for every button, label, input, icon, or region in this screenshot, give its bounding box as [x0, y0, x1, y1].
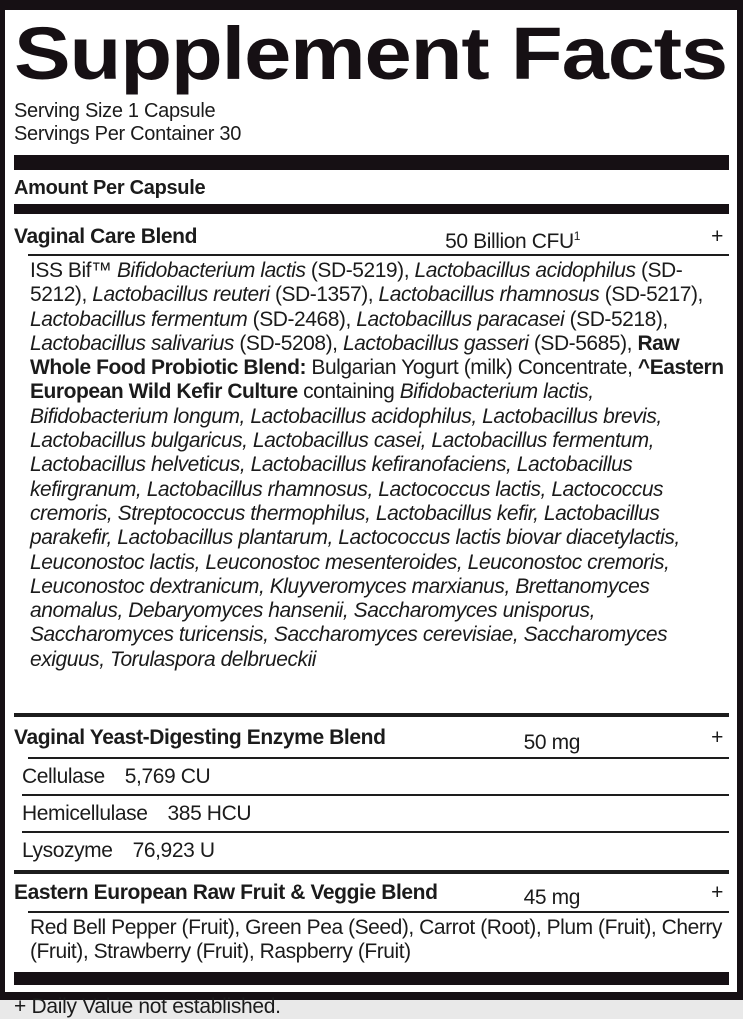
blend-amount-value: 50 mg [523, 731, 580, 754]
enzyme-row-lysozyme [14, 833, 729, 868]
blend-amount-value: 50 Billion CFU [445, 230, 574, 253]
daily-value-plus: + [711, 881, 723, 904]
amount-per-capsule-header: Amount Per Capsule [14, 177, 206, 199]
enzyme-name: Lysozyme [22, 839, 113, 862]
probiotic-blend-ingredients: ISS Bif™ Bifidobacterium lactis (SD-5219), Lactobacillus acidophilus (SD-5212), Lactobacillus reuteri (SD-1357), Lactobacillus rhamnosus (SD-5217), Lactobacillus fermentum (SD-2468), Lactobacillus paracasei (SD-5218), Lactobacillus salivarius (SD-5208), Lactobacillus gasseri (SD-5685), Raw Whole Food Probiotic Blend: Bulgarian Yogurt (milk) Concentrate, ^Eastern European Wild Kefir Culture containing Bifidobacterium lactis, Bifidobacterium longum, Lactobacillus acidophilus, Lactobacillus brevis, Lactobacillus bulgaricus, Lactobacillus casei, Lactobacillus fermentum, Lactobacillus helveticus, Lactobacillus kefiranofaciens, Lactobacillus kefirgranum, Lactobacillus rhamnosus, Lactococcus lactis, Lactococcus cremoris, Streptococcus thermophilus, Lactobacillus kefir, Lactobacillus parakefir, Lactobacillus plantarum, Lactococcus lactis biovar diacetylactis, Leuconostoc lactis, Leuconostoc mesenteroides, Leuconostoc cremoris, Leuconostoc dextranicum, Kluyveromyces marxianus, Brettanomyces anomalus, Debaryomyces hansenii, Saccharomyces unisporus, Saccharomyces turicensis, Saccharomyces cerevisiae, Saccharomyces exiguus, Torulaspora delbrueckii [30, 259, 724, 671]
servings-per-container: Servings Per Container 30 [14, 123, 242, 145]
enzyme-name: Cellulase [22, 765, 105, 788]
enzyme-amount: 5,769 CU [124, 765, 211, 788]
daily-value-plus: + [711, 726, 723, 749]
blend-row-enzyme [14, 717, 729, 755]
serving-size: Serving Size 1 Capsule [14, 100, 216, 122]
blend-amount-value: 45 mg [523, 886, 580, 909]
blend-name: Eastern European Raw Fruit & Veggie Blend [14, 881, 438, 904]
blend-row-vaginal-care [14, 221, 729, 252]
enzyme-amount: 76,923 U [132, 839, 215, 862]
blend-amount [330, 880, 580, 910]
medium-divider-bar [14, 204, 729, 214]
thin-rule [28, 254, 729, 256]
daily-value-plus: + [711, 225, 723, 248]
blend-name: Vaginal Yeast-Digesting Enzyme Blend [14, 726, 386, 749]
blend-amount [330, 725, 580, 755]
footnote-daily-value: + Daily Value not established. [14, 995, 281, 1018]
page-title: Supplement Facts [14, 12, 727, 95]
blend-name: Vaginal Care Blend [14, 225, 198, 248]
fruit-veggie-ingredients: Red Bell Pepper (Fruit), Green Pea (Seed), Carrot (Root), Plum (Fruit), Cherry (Fruit), Strawberry (Fruit), Raspberry (Fruit) [30, 916, 722, 964]
blend-row-fruit-veggie [14, 874, 729, 909]
footnote-marker-1: 1 [573, 229, 580, 243]
thick-divider-bar [14, 155, 729, 170]
enzyme-row-cellulase [14, 759, 729, 794]
label-title-graphic [14, 13, 731, 95]
thin-rule [28, 911, 729, 913]
blend-amount [330, 224, 580, 254]
enzyme-row-hemicellulase [14, 796, 729, 831]
thick-divider-bar [14, 972, 729, 985]
enzyme-amount: 385 HCU [167, 802, 252, 825]
enzyme-name: Hemicellulase [22, 802, 148, 825]
